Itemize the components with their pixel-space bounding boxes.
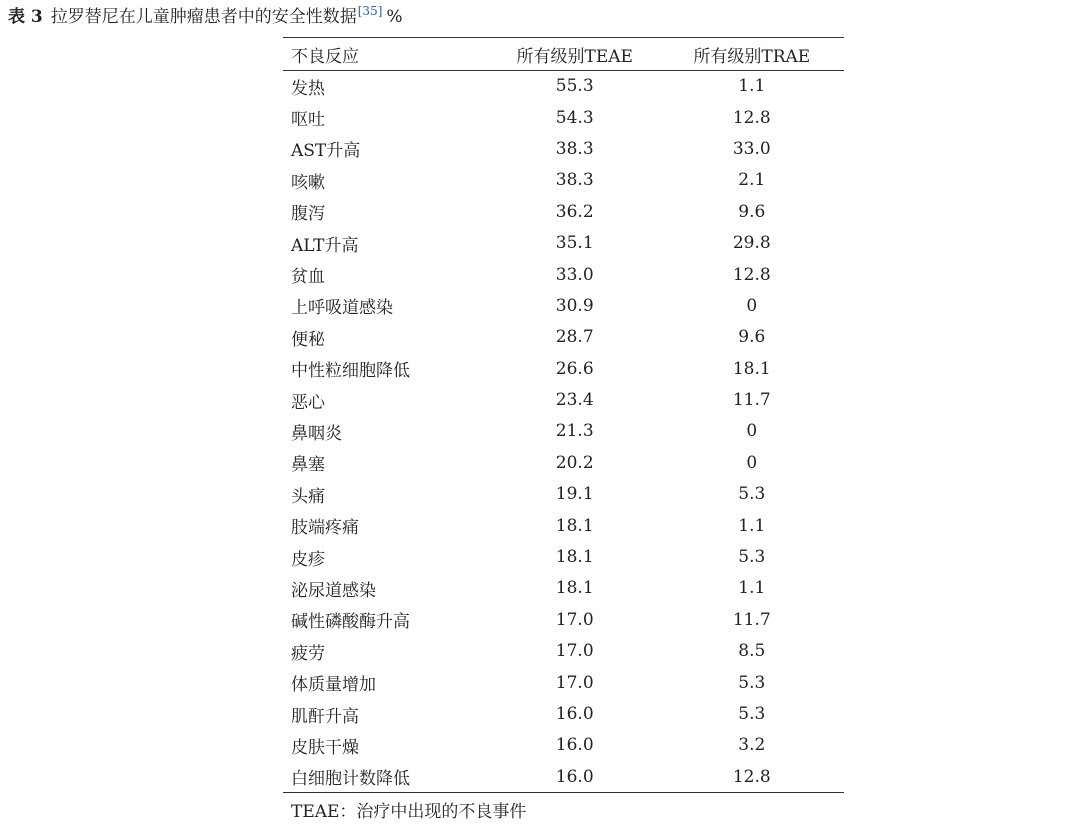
- cell-trae: 8.5: [738, 641, 766, 662]
- cell-teae: 35.1: [555, 233, 594, 254]
- table-row: [283, 259, 844, 290]
- table-row: [283, 102, 844, 133]
- table-row: [283, 416, 844, 447]
- table-row: [283, 384, 844, 415]
- table-row: [283, 510, 844, 541]
- table-row: [283, 165, 844, 196]
- cell-trae: 2.1: [738, 170, 766, 191]
- cell-trae: 33.0: [732, 138, 771, 159]
- cell-adverse-reaction: 皮肤干燥: [291, 737, 359, 758]
- table-row: [283, 196, 844, 227]
- cell-teae: 17.0: [555, 609, 594, 630]
- cell-trae: 5.3: [738, 672, 766, 693]
- table-row: [283, 290, 844, 321]
- cell-trae: 3.2: [738, 735, 766, 756]
- cell-adverse-reaction: AST升高: [291, 141, 361, 162]
- cell-teae: 30.9: [555, 295, 594, 316]
- table-row: [283, 636, 844, 667]
- table-number: 表 3: [8, 7, 43, 27]
- cell-trae: 0: [746, 452, 758, 473]
- header-adverse-reaction: 不良反应: [291, 46, 359, 67]
- cell-teae: 18.1: [555, 515, 594, 536]
- cell-adverse-reaction: 肌酐升高: [291, 706, 359, 727]
- cell-adverse-reaction: 腹泻: [291, 204, 325, 225]
- cell-adverse-reaction: 头痛: [291, 486, 325, 507]
- citation-reference[interactable]: [35]: [357, 4, 383, 18]
- cell-trae: 1.1: [738, 76, 766, 97]
- cell-teae: 17.0: [555, 672, 594, 693]
- cell-trae: 5.3: [738, 547, 766, 568]
- cell-teae: 17.0: [555, 641, 594, 662]
- cell-teae: 38.3: [555, 138, 594, 159]
- table-row: [283, 698, 844, 729]
- cell-teae: 33.0: [555, 264, 594, 285]
- table-title: 拉罗替尼在儿童肿瘤患者中的安全性数据: [50, 7, 357, 27]
- cell-adverse-reaction: ALT升高: [291, 235, 359, 256]
- cell-trae: 1.1: [738, 515, 766, 536]
- cell-teae: 38.3: [555, 170, 594, 191]
- cell-adverse-reaction: 贫血: [291, 267, 325, 288]
- cell-trae: 9.6: [738, 201, 766, 222]
- table-row: [283, 730, 844, 761]
- cell-teae: 21.3: [555, 421, 594, 442]
- table-caption: [8, 6, 403, 29]
- header-teae: 所有级别TEAE: [516, 46, 633, 67]
- cell-trae: 12.8: [732, 264, 771, 285]
- table-row: [283, 541, 844, 572]
- table-row: [283, 604, 844, 635]
- table-row: [283, 71, 844, 102]
- cell-teae: 18.1: [555, 547, 594, 568]
- header-trae: 所有级别TRAE: [693, 46, 811, 67]
- cell-teae: 55.3: [555, 76, 594, 97]
- cell-adverse-reaction: 便秘: [291, 329, 325, 350]
- cell-adverse-reaction: 肢端疼痛: [291, 518, 359, 539]
- cell-adverse-reaction: 中性粒细胞降低: [291, 361, 410, 382]
- table-row: [283, 133, 844, 164]
- unit-label: %: [386, 7, 403, 27]
- cell-adverse-reaction: 疲劳: [291, 643, 325, 664]
- cell-teae: 16.0: [555, 766, 594, 787]
- cell-trae: 29.8: [732, 233, 771, 254]
- table-row: [283, 227, 844, 258]
- cell-trae: 11.7: [732, 609, 771, 630]
- cell-adverse-reaction: 上呼吸道感染: [291, 298, 393, 319]
- cell-trae: 12.8: [732, 107, 771, 128]
- table-row: [283, 573, 844, 604]
- cell-teae: 36.2: [555, 201, 594, 222]
- cell-trae: 0: [746, 421, 758, 442]
- cell-trae: 11.7: [732, 390, 771, 411]
- cell-adverse-reaction: 泌尿道感染: [291, 580, 376, 601]
- table-row: [283, 761, 844, 792]
- cell-adverse-reaction: 呕吐: [291, 110, 325, 131]
- cell-adverse-reaction: 体质量增加: [291, 675, 376, 696]
- cell-adverse-reaction: 鼻塞: [291, 455, 325, 476]
- cell-teae: 18.1: [555, 578, 594, 599]
- cell-adverse-reaction: 咳嗽: [291, 172, 325, 193]
- cell-teae: 16.0: [555, 735, 594, 756]
- cell-teae: 16.0: [555, 704, 594, 724]
- cell-adverse-reaction: 白细胞计数降低: [291, 769, 410, 790]
- cell-teae: 26.6: [555, 358, 594, 379]
- table-footnote: TEAE：治疗中出现的不良事件: [291, 801, 527, 822]
- cell-trae: 1.1: [738, 578, 766, 599]
- cell-adverse-reaction: 鼻咽炎: [291, 423, 342, 444]
- safety-data-table: [283, 37, 844, 822]
- cell-trae: 0: [746, 295, 758, 316]
- cell-teae: 23.4: [555, 390, 594, 411]
- table-row: [283, 667, 844, 698]
- table-row: [283, 479, 844, 510]
- cell-trae: 18.1: [732, 358, 771, 379]
- table-row: [283, 447, 844, 478]
- table-row: [283, 353, 844, 384]
- cell-teae: 28.7: [555, 327, 594, 348]
- cell-trae: 5.3: [738, 704, 766, 724]
- table-row: [283, 322, 844, 353]
- cell-adverse-reaction: 恶心: [291, 392, 325, 413]
- table-header-row: [283, 38, 844, 71]
- cell-adverse-reaction: 皮疹: [291, 549, 325, 570]
- cell-teae: 20.2: [555, 452, 594, 473]
- cell-trae: 12.8: [732, 766, 771, 787]
- cell-trae: 9.6: [738, 327, 766, 348]
- cell-trae: 5.3: [738, 484, 766, 505]
- cell-adverse-reaction: 发热: [291, 78, 325, 99]
- table-body: [283, 71, 844, 793]
- cell-adverse-reaction: 碱性磷酸酶升高: [291, 612, 410, 633]
- cell-teae: 19.1: [555, 484, 594, 505]
- cell-teae: 54.3: [555, 107, 594, 128]
